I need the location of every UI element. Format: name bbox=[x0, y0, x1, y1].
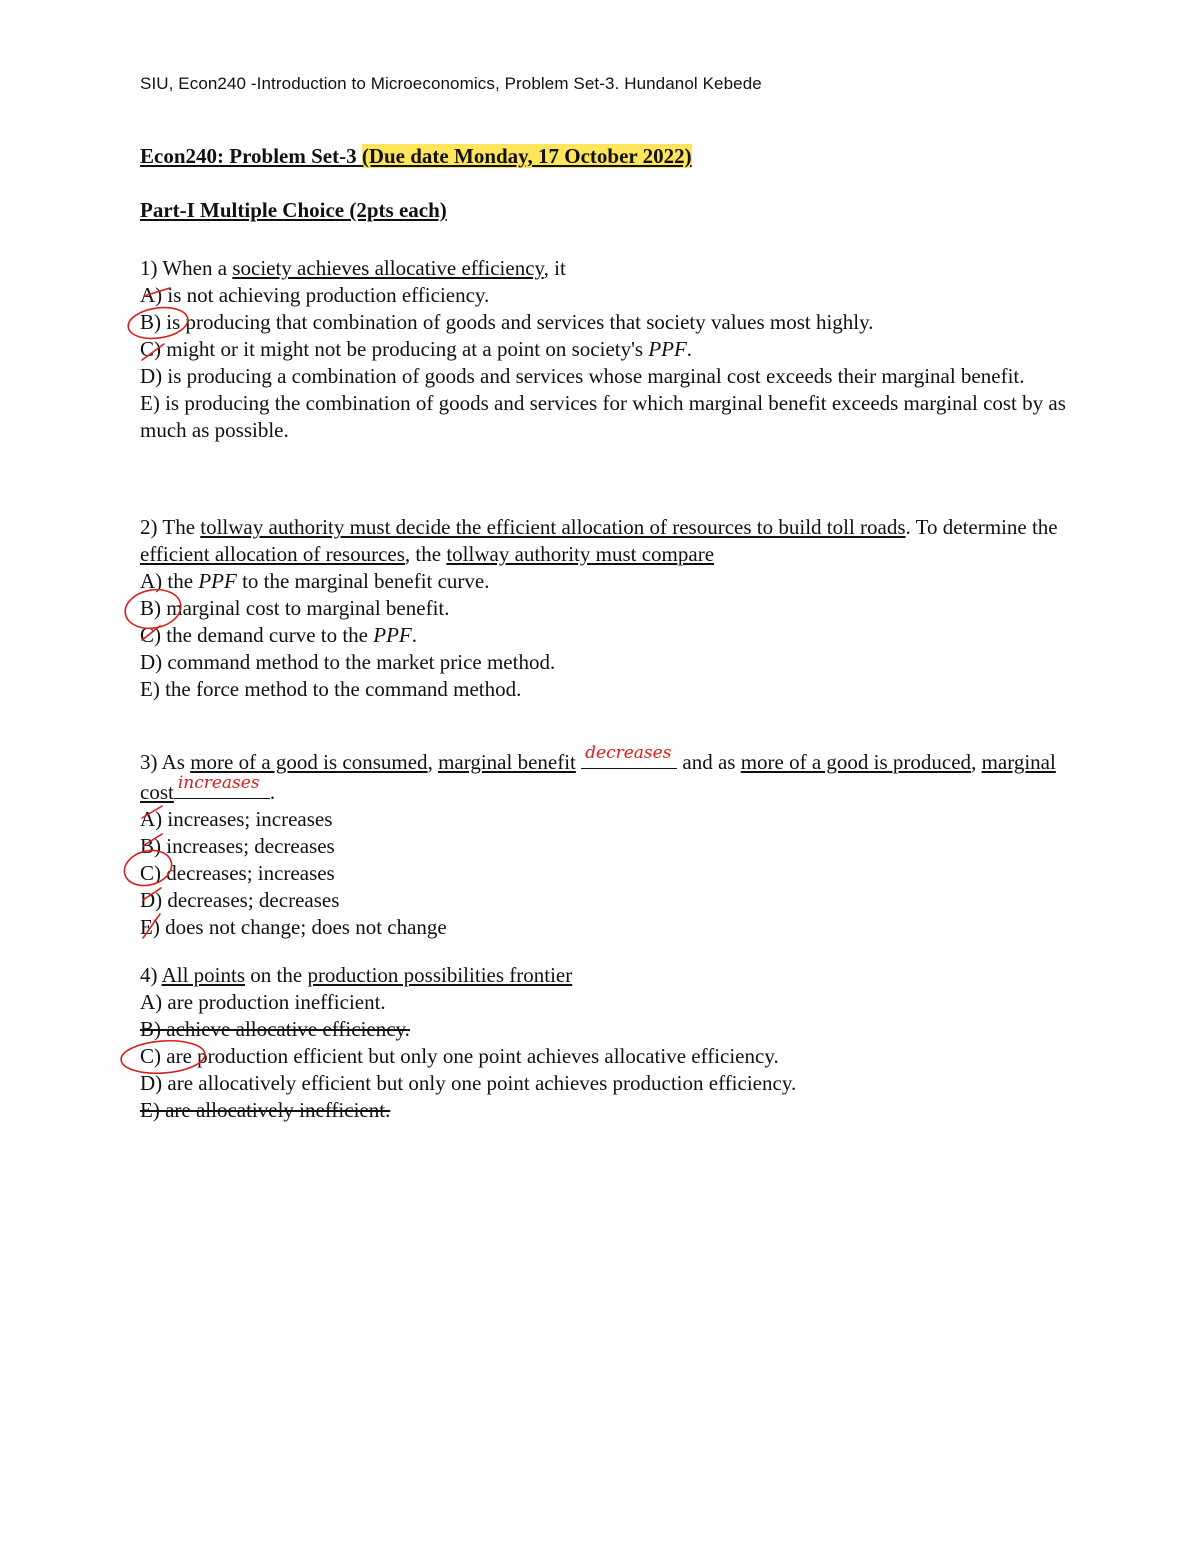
handwritten-answer-2: increases bbox=[177, 773, 260, 793]
handwritten-answer-1: decreases bbox=[585, 743, 672, 763]
q4-option-e: E) are allocatively inefficient. bbox=[140, 1098, 391, 1122]
q1-option-d: D) is producing a combination of goods and services whose marginal cost exceeds their marginal benefit. bbox=[140, 364, 1025, 388]
title-main: Econ240: Problem Set-3 bbox=[140, 144, 362, 168]
question-1-stem: 1) When a society achieves allocative efficiency, it bbox=[140, 256, 566, 280]
q2-option-e: E) the force method to the command method. bbox=[140, 677, 522, 701]
answer-blank-1 bbox=[581, 743, 677, 769]
q3-option-d: D) decreases; decreases bbox=[140, 888, 340, 912]
question-4 bbox=[140, 962, 1070, 1124]
question-1 bbox=[140, 255, 1070, 444]
q3-option-e: E) does not change; does not change bbox=[140, 915, 447, 939]
question-4-stem: 4) All points on the production possibilities frontier bbox=[140, 963, 573, 987]
q1-option-a: A) is not achieving production efficiency. bbox=[140, 283, 490, 307]
question-3-stem: 3) As more of a good is consumed, marginal benefit decreases and as more of a good is produced, marginal cost increases . bbox=[140, 746, 1070, 806]
q3-option-a: A) increases; increases bbox=[140, 807, 333, 831]
part-heading: Part-I Multiple Choice (2pts each) bbox=[140, 198, 447, 222]
q4-option-a: A) are production inefficient. bbox=[140, 990, 386, 1014]
question-3 bbox=[140, 743, 1070, 941]
q4-option-c: C) are production efficient but only one point achieves allocative efficiency. bbox=[140, 1044, 779, 1068]
page-header: SIU, Econ240 -Introduction to Microeconomics, Problem Set-3. Hundanol Kebede bbox=[140, 74, 762, 93]
q2-option-b: B) marginal cost to marginal benefit. bbox=[140, 596, 450, 620]
q4-option-d: D) are allocatively efficient but only one point achieves production efficiency. bbox=[140, 1071, 797, 1095]
q3-option-c: C) decreases; increases bbox=[140, 861, 335, 885]
q3-option-b: B) increases; decreases bbox=[140, 834, 335, 858]
q1-option-e: E) is producing the combination of goods and services for which marginal benefit exceeds marginal cost by as much as possible. bbox=[140, 391, 1066, 442]
due-date-highlight: (Due date Monday, 17 October 2022) bbox=[361, 144, 692, 168]
question-2-stem: 2) The tollway authority must decide the efficient allocation of resources to build toll roads. To determine the efficient allocation of resources, the tollway authority must compare bbox=[140, 515, 1058, 566]
answer-blank-2 bbox=[174, 773, 270, 799]
q4-option-b: B) achieve allocative efficiency. bbox=[140, 1017, 410, 1041]
document-title bbox=[140, 144, 692, 169]
q2-option-a: A) the PPF to the marginal benefit curve. bbox=[140, 569, 490, 593]
q2-option-d: D) command method to the market price method. bbox=[140, 650, 556, 674]
question-2 bbox=[140, 514, 1070, 703]
q1-option-b: B) is producing that combination of goods and services that society values most highly. bbox=[140, 310, 874, 334]
q1-option-c: C) might or it might not be producing at a point on society's PPF. bbox=[140, 337, 693, 361]
q2-option-c: C) the demand curve to the PPF. bbox=[140, 623, 417, 647]
